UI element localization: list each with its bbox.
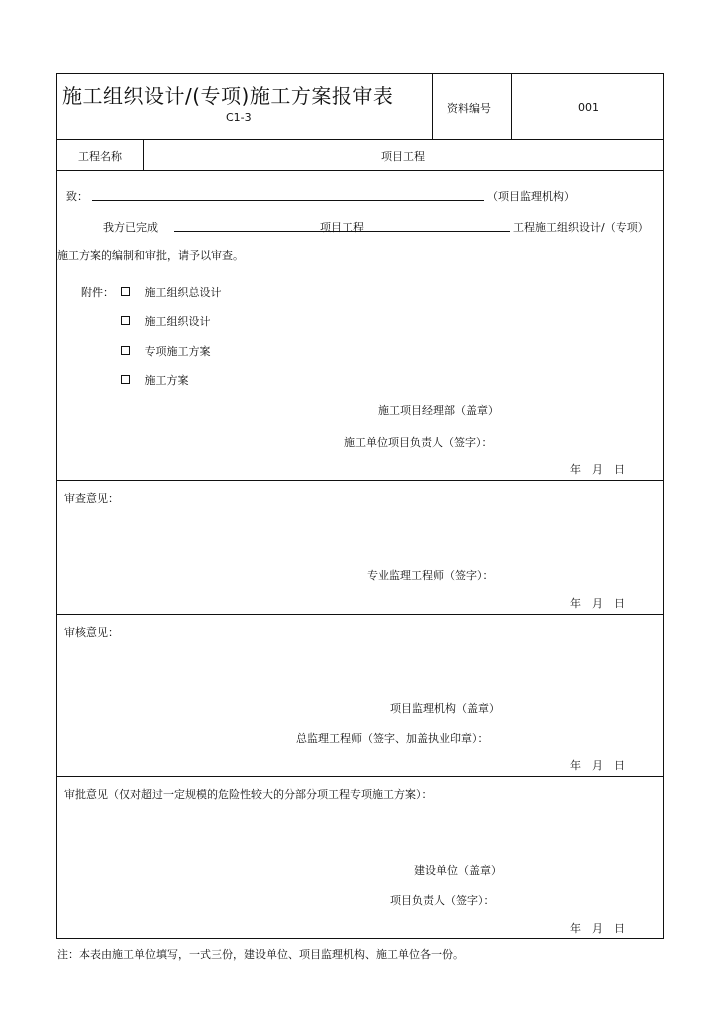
checkbox-icon[interactable]	[121, 287, 130, 296]
header-divider-2	[511, 73, 512, 139]
section-divider-audit	[56, 614, 664, 615]
completed-suffix: 工程施工组织设计/（专项）	[513, 221, 649, 234]
header-bottom-line	[56, 139, 664, 140]
doc-no-value: 001	[578, 101, 599, 114]
header-divider-1	[432, 73, 433, 139]
attachment-label: 施工组织总设计	[144, 286, 222, 299]
completed-line2: 施工方案的编制和审批，请予以审查。	[57, 249, 244, 262]
submission-date: 年 月 日	[570, 463, 625, 476]
form-code: C1-3	[226, 111, 252, 124]
to-label: 致：	[66, 190, 88, 203]
person-sign: 施工单位项目负责人（签字）：	[344, 436, 493, 449]
attachment-item[interactable]	[121, 284, 222, 300]
completed-prefix: 我方已完成	[103, 221, 158, 234]
section-divider-approval	[56, 776, 664, 777]
review-sign: 专业监理工程师（签字）：	[367, 569, 494, 582]
approval-sign: 项目负责人（签字）：	[390, 894, 495, 907]
audit-label: 审核意见：	[64, 626, 119, 639]
audit-date: 年 月 日	[570, 759, 625, 772]
project-label: 工程名称	[78, 150, 122, 163]
review-date: 年 月 日	[570, 597, 625, 610]
to-recipient-line	[92, 200, 484, 201]
form-title: 施工组织设计/(专项)施工方案报审表	[62, 84, 394, 108]
attachment-label: 施工组织设计	[144, 315, 211, 328]
dept-stamp: 施工项目经理部（盖章）	[378, 404, 499, 417]
attachment-item[interactable]	[121, 372, 189, 388]
attachment-item[interactable]	[121, 313, 211, 329]
approval-label: 审批意见（仅对超过一定规模的危险性较大的分部分项工程专项施工方案）：	[64, 788, 433, 801]
project-bottom-line	[56, 170, 664, 171]
checkbox-icon[interactable]	[121, 375, 130, 384]
attachment-item[interactable]	[121, 343, 211, 359]
approval-stamp: 建设单位（盖章）	[414, 864, 502, 877]
section-divider-review	[56, 480, 664, 481]
checkbox-icon[interactable]	[121, 316, 130, 325]
attachments-label: 附件：	[81, 286, 114, 299]
checkbox-icon[interactable]	[121, 346, 130, 355]
project-name: 项目工程	[381, 150, 425, 163]
approval-date: 年 月 日	[570, 922, 625, 935]
review-label: 审查意见：	[64, 492, 119, 505]
attachment-label: 施工方案	[144, 374, 189, 387]
attachment-label: 专项施工方案	[144, 345, 211, 358]
audit-sign: 总监理工程师（签字、加盖执业印章）：	[296, 732, 489, 745]
footer-note: 注：本表由施工单位填写，一式三份，建设单位、项目监理机构、施工单位各一份。	[57, 948, 464, 961]
completed-project: 项目工程	[320, 221, 364, 234]
to-suffix: （项目监理机构）	[487, 190, 575, 203]
audit-stamp: 项目监理机构（盖章）	[390, 702, 500, 715]
project-divider	[143, 139, 144, 170]
doc-no-label: 资料编号	[447, 102, 491, 115]
